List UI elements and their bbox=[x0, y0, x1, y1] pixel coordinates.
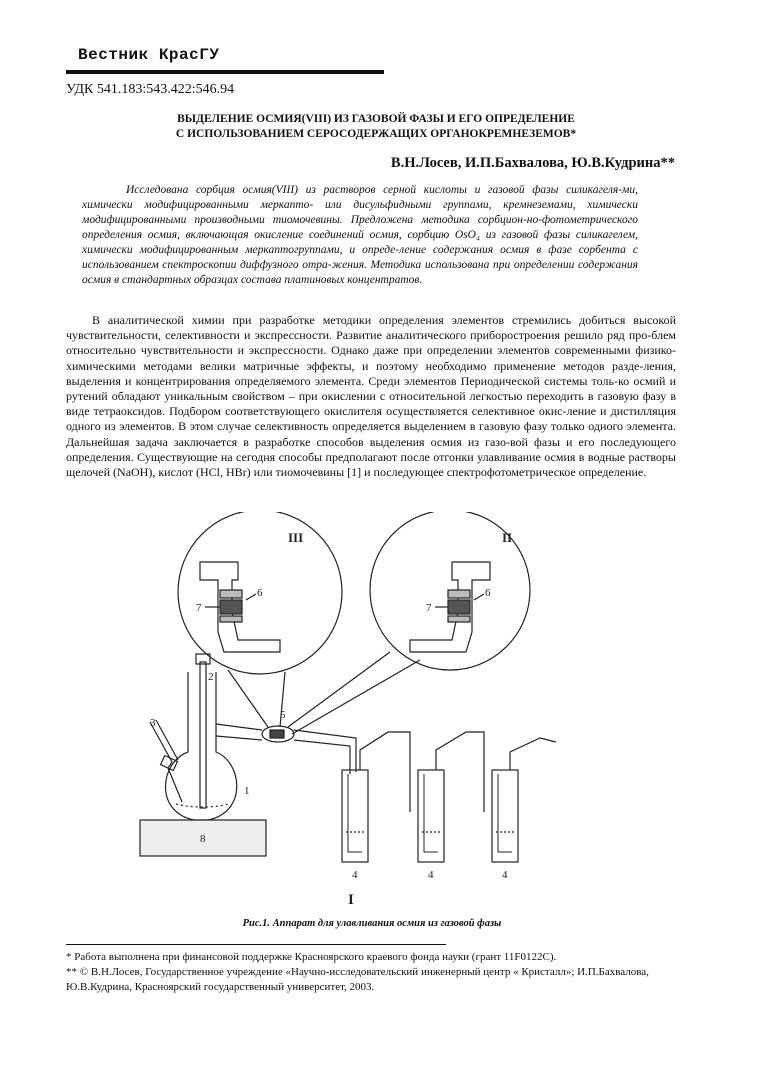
label-1: 1 bbox=[244, 785, 250, 797]
apparatus-figure bbox=[120, 512, 560, 908]
body-paragraph: В аналитической химии при разработке методики определения элементов стремились добиться высокой чувствительности, селективности и экспрессности. Развитие аналитического приборостроения решило ряд про-блем относительно чувствительности и экспрессности. Однако даже при определении элементов современными физико-химическими методами велики матричные эффекты, и поэтому необходимо применение методов разде-ления, выделения и концентрирования определяемого элемента. Среди элементов Периодической системы толь-ко осмий и рутений обладают уникальным свойством – при окислении с относительной легкостью переходить в газовую фазу в виде тетраоксидов. Подбором соответствующего окислителя осуществляется селективное окис-ление и дистилляция одного из элементов. В этом случае селективность определяется выделением в газовую фазу только одного элемента. Дальнейшая задача заключается в разработке способов выделения осмия из газо-вой фазы и его последующего определения. Существующие на сегодня способы предполагают после отгонки улавливание осмия в водные растворы щелочей (NaOH), кислот (HCl, HBr) или тиомочевины [1] и последующее спектрофотометрическое определение. bbox=[66, 313, 676, 480]
udk-code: УДК 541.183:543.422:546.94 bbox=[66, 82, 235, 97]
detail-ii-tube bbox=[410, 562, 490, 652]
footnote-rule bbox=[66, 944, 446, 945]
label-7-ii: 7 bbox=[426, 602, 432, 614]
flask-1 bbox=[166, 672, 237, 820]
label-8: 8 bbox=[200, 833, 206, 845]
tube-2 bbox=[200, 662, 206, 808]
label-roman-ii: II bbox=[502, 530, 513, 545]
label-6-ii: 6 bbox=[485, 587, 491, 599]
label-roman-iii: III bbox=[288, 530, 304, 545]
header-rule bbox=[66, 70, 384, 74]
label-5: 5 bbox=[280, 709, 286, 721]
trap-2 bbox=[418, 770, 444, 862]
journal-title: Вестник КрасГУ bbox=[78, 46, 220, 64]
trap-1 bbox=[342, 770, 368, 862]
label-4b: 4 bbox=[428, 869, 434, 881]
label-3: 3 bbox=[150, 717, 156, 729]
label-7-iii: 7 bbox=[196, 602, 202, 614]
label-roman-i: I bbox=[348, 892, 354, 908]
article-title bbox=[66, 112, 686, 142]
label-6-iii: 6 bbox=[257, 587, 263, 599]
authors: В.Н.Лосев, И.П.Бахвалова, Ю.В.Кудрина** bbox=[390, 155, 675, 171]
figure-caption: Рис.1. Аппарат для улавливания осмия из газовой фазы bbox=[242, 918, 502, 929]
label-4c: 4 bbox=[502, 869, 508, 881]
trap-3 bbox=[492, 770, 518, 862]
article-title-line2: С ИСПОЛЬЗОВАНИЕМ СЕРОСОДЕРЖАЩИХ ОРГАНОКРЕМНЕЗЕМОВ* bbox=[175, 128, 577, 140]
label-2: 2 bbox=[208, 671, 214, 683]
abstract: Исследована сорбция осмия(VIII) из растворов серной кислоты и газовой фазы силикагеля-ми, химически модифицированными меркапто- или дисульфидными группами, кремнеземами, химически модифицированными производными тиомочевины. Предложена методика сорбцион-но-фотометрического определения осмия, включающая окисление соединений осмия, сорбцию OsO₄ из газовой фазы силикагелем, химически модифицированным меркаптогруппами, и опреде-ление содержания осмия в фазе сорбента с использованием спектроскопии диффузного отра-жения. Методика использована при определении содержания осмия в стандартных образцах состава платиновых концентратов. bbox=[82, 184, 638, 286]
label-4a: 4 bbox=[352, 869, 358, 881]
article-title-line1: ВЫДЕЛЕНИЕ ОСМИЯ(VIII) ИЗ ГАЗОВОЙ ФАЗЫ И ЕГО ОПРЕДЕЛЕНИЕ bbox=[177, 113, 575, 125]
footnote-2: ** © В.Н.Лосев, Государственное учреждение «Научно-исследовательский инженерный центр « Кристалл»; И.П.Бахвалова, Ю.В.Кудрина, Красноярский государственный университет, 2003. bbox=[66, 966, 649, 993]
footnote-1: * Работа выполнена при финансовой поддержке Красноярского краевого фонда науки (грант 11F0122C). bbox=[66, 951, 557, 963]
